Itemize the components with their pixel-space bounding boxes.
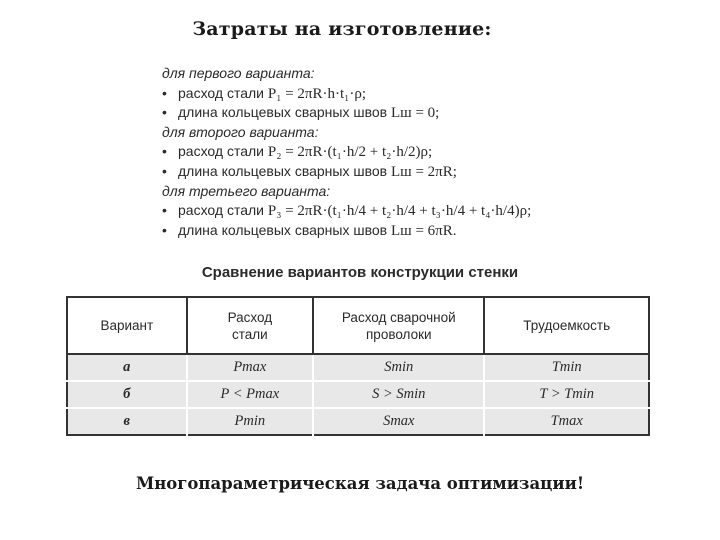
table-cell: Pmax: [187, 354, 314, 381]
variant-label: для третьего варианта:: [162, 182, 331, 199]
table-title: Сравнение вариантов конструкции стенки: [201, 264, 519, 281]
table-cell: Tmax: [484, 408, 649, 435]
table-header-row: [67, 297, 649, 354]
table-cell: Smin: [313, 354, 484, 381]
formula-line: • расход стали P₁ = 2πR·h·t₁·ρ;: [162, 84, 367, 102]
table-header-cell: Расход стали: [187, 297, 314, 354]
formula-line: • расход стали P₃ = 2πR·(t₁·h/4 + t₂·h/4 + t₃·h/4 + t₄·h/4)ρ;: [162, 202, 532, 220]
comparison-table: [66, 296, 650, 436]
table-row: [67, 408, 649, 435]
formula-block: [162, 64, 622, 240]
page-title: Затраты на изготовление:: [192, 18, 492, 40]
variant-label: для второго варианта:: [162, 123, 319, 140]
table-cell: S > Smin: [313, 381, 484, 408]
table-header-cell: Вариант: [67, 297, 187, 354]
table-cell: Pmin: [187, 408, 314, 435]
formula-line: • длина кольцевых сварных швов Lш = 2πR;: [162, 162, 457, 180]
footer-note: Многопараметрическая задача оптимизации!: [135, 474, 585, 493]
table-row: [67, 381, 649, 408]
table-header-cell: Расход сварочной проволоки: [313, 297, 484, 354]
formula-line: • длина кольцевых сварных швов Lш = 0;: [162, 104, 440, 122]
formula-line: • расход стали P₂ = 2πR·(t₁·h/2 + t₂·h/2)ρ;: [162, 143, 433, 161]
table-cell: Tmin: [484, 354, 649, 381]
table-cell: T > Tmin: [484, 381, 649, 408]
table-cell: в: [67, 408, 187, 435]
table-header-cell: Трудоемкость: [484, 297, 649, 354]
formula-line: • длина кольцевых сварных швов Lш = 6πR.: [162, 221, 457, 239]
table-cell: P < Pmax: [187, 381, 314, 408]
table-cell: а: [67, 354, 187, 381]
variant-label: для первого варианта:: [162, 65, 315, 81]
table-cell: Smax: [313, 408, 484, 435]
table-cell: б: [67, 381, 187, 408]
table-row: [67, 354, 649, 381]
